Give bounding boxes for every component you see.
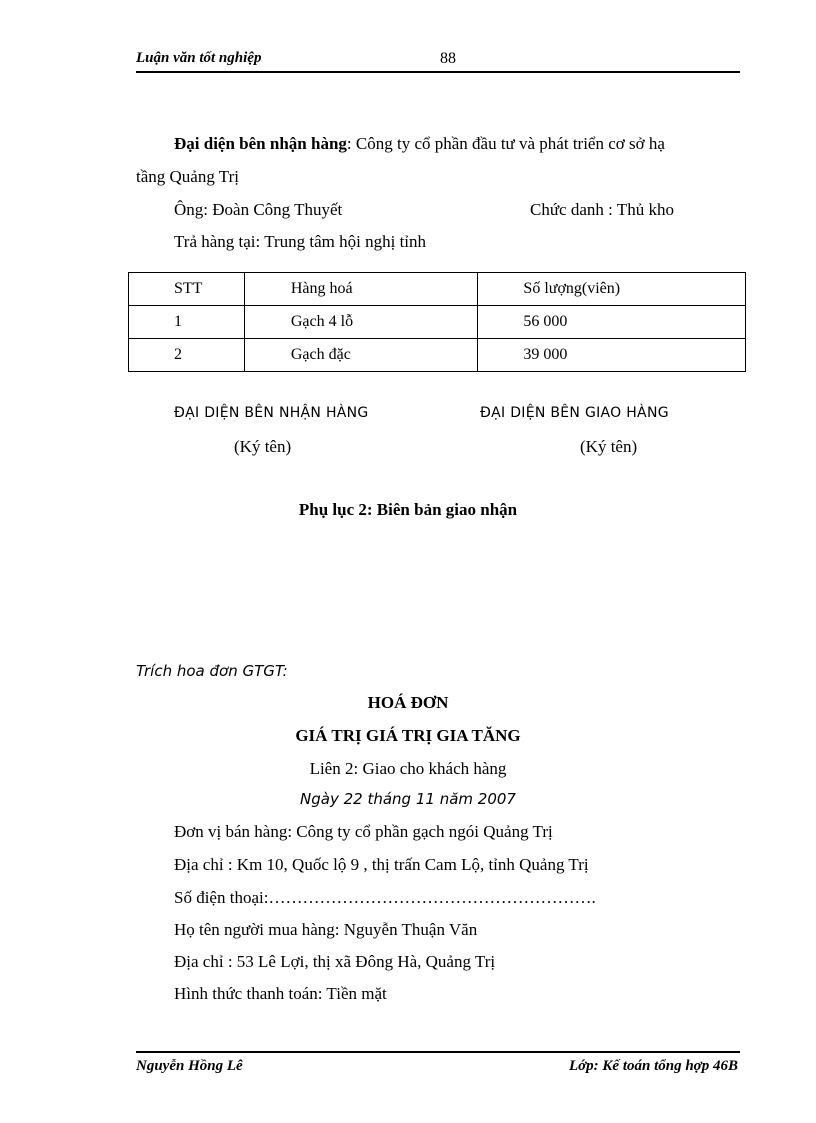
return-place: Trả hàng tại: Trung tâm hội nghị tỉnh (174, 232, 427, 251)
goods-table (128, 272, 746, 372)
receiver-signature-note: (Ký tên) (234, 437, 292, 456)
table-row (129, 306, 746, 339)
invoice-date: Ngày 22 tháng 11 năm 2007 (300, 790, 516, 808)
invoice-seller-address: Địa chỉ : Km 10, Quốc lộ 9 , thị trấn Cam Lộ, tỉnh Quảng Trị (174, 855, 589, 874)
receiver-company-cont: tầng Quảng Trị (136, 167, 239, 186)
receiver-person: Ông: Đoàn Công Thuyết (174, 200, 343, 219)
cell-stt: 2 (129, 339, 245, 372)
table-row (129, 339, 746, 372)
footer-author: Nguyễn Hồng Lê (136, 1058, 243, 1074)
header-cell-quantity: Số lượng(viên) (478, 273, 746, 306)
header-cell-goods: Hàng hoá (244, 273, 478, 306)
invoice-subtitle: GIÁ TRỊ GIÁ TRỊ GIA TĂNG (295, 726, 521, 745)
appendix-caption: Phụ lục 2: Biên bản giao nhận (298, 500, 518, 519)
page-number: 88 (440, 50, 456, 67)
invoice-excerpt-label: Trích hoa đơn GTGT: (136, 662, 288, 680)
invoice-copy: Liên 2: Giao cho khách hàng (309, 759, 507, 778)
header-cell-stt: STT (129, 273, 245, 306)
receiver-label: Đại diện bên nhận hàng (174, 134, 347, 153)
receiver-position: Chức danh : Thủ kho (530, 200, 674, 219)
receiver-company: : Công ty cổ phần đầu tư và phát triển cơ sở hạ (346, 134, 665, 153)
footer-class: Lớp: Kế toán tổng hợp 46B (568, 1058, 738, 1074)
footer-rule (136, 1051, 740, 1053)
invoice-seller: Đơn vị bán hàng: Công ty cổ phần gạch ngói Quảng Trị (174, 822, 553, 841)
cell-goods: Gạch 4 lỗ (244, 306, 478, 339)
cell-quantity: 39 000 (478, 339, 746, 372)
table-header-row (129, 273, 746, 306)
receiver-line1 (174, 134, 665, 154)
header-rule (136, 71, 740, 73)
cell-goods: Gạch đặc (244, 339, 478, 372)
cell-stt: 1 (129, 306, 245, 339)
invoice-buyer: Họ tên người mua hàng: Nguyễn Thuận Văn (174, 920, 478, 939)
invoice-payment: Hình thức thanh toán: Tiền mặt (174, 984, 387, 1003)
invoice-title: HOÁ ĐƠN (367, 693, 449, 712)
header-title: Luận văn tốt nghiệp (136, 50, 262, 66)
receiver-signature-title: ĐẠI DIỆN BÊN NHẬN HÀNG (174, 405, 369, 421)
deliverer-signature-title: ĐẠI DIỆN BÊN GIAO HÀNG (480, 405, 669, 421)
deliverer-signature-note: (Ký tên) (580, 437, 638, 456)
cell-quantity: 56 000 (478, 306, 746, 339)
invoice-phone: Số điện thoại:…………………………………………………. (174, 888, 596, 907)
invoice-buyer-address: Địa chỉ : 53 Lê Lợi, thị xã Đông Hà, Quảng Trị (174, 952, 496, 971)
